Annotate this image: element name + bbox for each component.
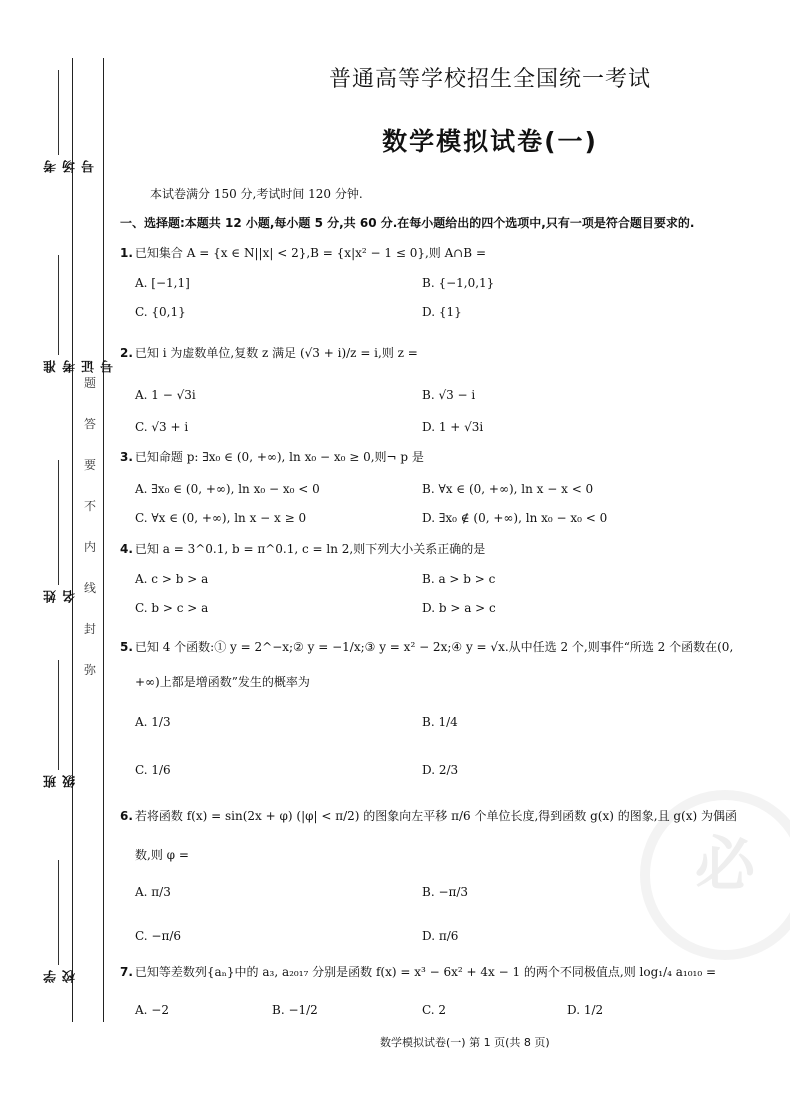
option-d: D. {1} [422, 305, 462, 319]
option-d: D. b > a > c [422, 601, 496, 615]
question-number: 6. [120, 809, 133, 823]
field-label: 姓名 [44, 590, 78, 603]
field-label: 考场号 [44, 160, 97, 173]
question-number: 3. [120, 450, 133, 464]
option-c: C. 1/6 [135, 763, 171, 777]
option-c: C. ∀x ∈ (0, +∞), ln x − x ≥ 0 [135, 511, 307, 525]
field-underline [58, 70, 59, 155]
option-d: D. 1 + √3i [422, 420, 484, 434]
seal-char: 题 [83, 376, 96, 390]
margin-rule-inner [103, 58, 104, 1022]
question-1 [120, 243, 486, 263]
option-c: C. 2 [422, 1003, 447, 1017]
field-underline [58, 660, 59, 770]
question-number: 1. [120, 246, 133, 260]
option-c: C. b > c > a [135, 601, 209, 615]
question-stem: 已知命题 p: ∃x₀ ∈ (0, +∞), ln x₀ − x₀ ≥ 0,则¬ p 是 [134, 450, 424, 464]
option-b: B. −π/3 [422, 885, 469, 899]
question-stem: 已知 a = 3^0.1, b = π^0.1, c = ln 2,则下列大小关系正确的是 [134, 542, 486, 556]
option-b: B. −1/2 [272, 1003, 318, 1017]
question-stem: 已知集合 A = {x ∈ N||x| < 2},B = {x|x² − 1 ≤ 0},则 A∩B = [134, 246, 486, 260]
option-b: B. ∀x ∈ (0, +∞), ln x − x < 0 [422, 482, 594, 496]
option-a: A. [−1,1] [135, 276, 190, 290]
seal-char: 要 [83, 458, 96, 472]
question-7 [120, 962, 716, 982]
question-stem: 已知 i 为虚数单位,复数 z 满足 (√3 + i)/z = i,则 z = [134, 346, 418, 360]
option-a: A. ∃x₀ ∈ (0, +∞), ln x₀ − x₀ < 0 [135, 482, 320, 496]
field-underline [58, 860, 59, 965]
question-stem-continued: +∞)上都是增函数”发生的概率为 [135, 675, 310, 689]
option-a: A. π/3 [135, 885, 171, 899]
option-a: A. c > b > a [135, 572, 209, 586]
question-2 [120, 343, 418, 363]
page-footer: 数学模拟试卷(一) 第 1 页(共 8 页) [380, 1036, 550, 1049]
field-underline [58, 460, 59, 585]
option-c: C. √3 + i [135, 420, 189, 434]
question-number: 5. [120, 640, 133, 654]
question-6 [120, 806, 737, 826]
field-label: 准考证号 [44, 360, 116, 373]
field-label: 学校 [44, 970, 78, 983]
field-label: 班级 [44, 775, 78, 788]
seal-char: 答 [83, 417, 96, 431]
question-stem-continued: 数,则 φ = [135, 848, 189, 862]
section-heading: 一、选择题:本题共 12 小题,每小题 5 分,共 60 分.在每小题给出的四个选项中,只有一项是符合题目要求的. [120, 216, 695, 230]
seal-char: 内 [83, 540, 96, 554]
option-d: D. π/6 [422, 929, 459, 943]
option-a: A. 1 − √3i [135, 388, 196, 402]
question-number: 4. [120, 542, 133, 556]
option-b: B. a > b > c [422, 572, 496, 586]
option-b: B. 1/4 [422, 715, 458, 729]
question-5 [120, 637, 733, 657]
option-d: D. ∃x₀ ∉ (0, +∞), ln x₀ − x₀ < 0 [422, 511, 608, 525]
seal-char: 封 [83, 622, 96, 636]
question-3 [120, 447, 424, 467]
option-d: D. 1/2 [567, 1003, 604, 1017]
question-stem: 已知 4 个函数:① y = 2^−x;② y = −1/x;③ y = x² − 2x;④ y = √x.从中任选 2 个,则事件“所选 2 个函数在(0, [134, 640, 734, 654]
question-stem: 若将函数 f(x) = sin(2x + φ) (|φ| < π/2) 的图象向左平移 π/6 个单位长度,得到函数 g(x) 的图象,且 g(x) 为偶函 [134, 809, 738, 823]
option-b: B. √3 − i [422, 388, 476, 402]
question-number: 2. [120, 346, 133, 360]
option-c: C. {0,1} [135, 305, 186, 319]
exam-title: 普通高等学校招生全国统一考试 [328, 67, 651, 92]
option-b: B. {−1,0,1} [422, 276, 495, 290]
seal-char: 线 [83, 581, 96, 595]
option-a: A. 1/3 [135, 715, 171, 729]
seal-char: 不 [83, 499, 96, 513]
seal-char: 弥 [83, 663, 96, 677]
option-a: A. −2 [135, 1003, 169, 1017]
watermark-stamp: 必 [640, 790, 790, 960]
paper-title: 数学模拟试卷(一) [382, 127, 598, 156]
margin-rule-outer [72, 58, 73, 1022]
question-stem: 已知等差数列{aₙ}中的 a₃, a₂₀₁₇ 分别是函数 f(x) = x³ − 6x² + 4x − 1 的两个不同极值点,则 log₁/₄ a₁₀₁₀ = [134, 965, 717, 979]
question-number: 7. [120, 965, 133, 979]
option-d: D. 2/3 [422, 763, 459, 777]
field-underline [58, 255, 59, 355]
question-4 [120, 539, 485, 559]
option-c: C. −π/6 [135, 929, 182, 943]
instructions: 本试卷满分 150 分,考试时间 120 分钟. [150, 187, 363, 201]
